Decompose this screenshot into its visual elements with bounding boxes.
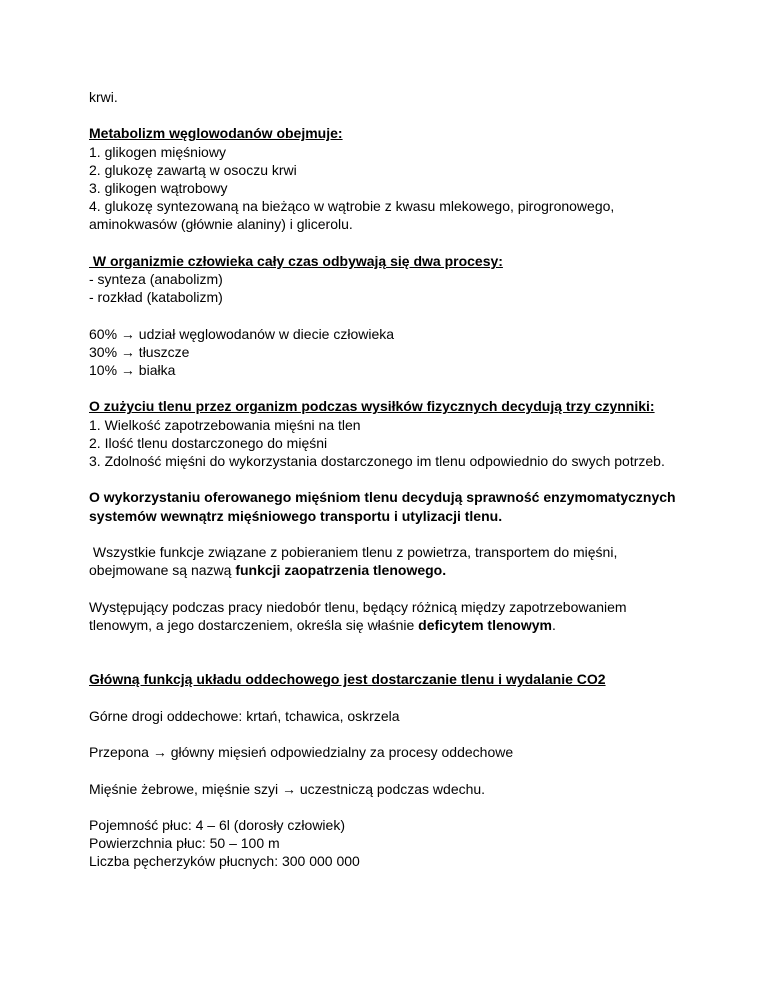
respiratory-heading: Główną funkcją układu oddechowego jest dostarczanie tlenu i wydalanie CO2 [89,671,606,688]
diaphragm: Przepona → główny mięsień odpowiedzialny za procesy oddechowe [89,744,514,761]
intro-text: krwi. [89,89,118,105]
spacer [89,689,709,707]
oxygen-use-item: 2. Ilość tlenu dostarczonego do mięśni [89,434,328,451]
spacer [89,725,709,743]
spacer [89,761,709,779]
oxygen-use-heading: O zużyciu tlenu przez organizm podczas wysiłków fizycznych decydują trzy czynniki: [89,398,655,415]
carbs-item: 4. glukozę syntezowaną na bieżąco w wątrobie z kwasu mlekowego, pirogronowego, [89,198,615,215]
supply-text: obejmowane są nazwą [89,562,236,579]
spacer [89,798,709,816]
supply-paragraph-line [89,561,709,579]
supply-paragraph-line: Wszystkie funkcje związane z pobieraniem tlenu z powietrza, transportem do mięśni, [89,543,618,560]
spacer [89,234,709,252]
carbs-item: 3. glikogen wątrobowy [89,180,228,196]
spacer [89,379,709,397]
carbs-heading: Metabolizm węglowodanów obejmuje: [89,125,343,142]
deficit-end: . [551,616,556,633]
bold-paragraph-line: systemów wewnątrz mięśniowego transportu i utylizacji tlenu. [89,507,503,524]
spacer [89,470,709,488]
spacer [89,106,709,124]
breathing-muscles: Mięśnie żebrowe, mięśnie szyi → uczestniczą podczas wdechu. [89,780,486,797]
deficit-paragraph-line: Występujący podczas pracy niedobór tlenu, będący różnicą między zapotrzebowaniem [89,598,627,615]
spacer [89,525,709,543]
lung-stat: Liczba pęcherzyków płucnych: 300 000 000 [89,853,360,870]
oxygen-use-item: 1. Wielkość zapotrzebowania mięśni na tlen [89,416,361,433]
bold-paragraph-line: O wykorzystaniu oferowanego mięśniom tlenu decydują sprawność enzymomatycznych [89,489,676,506]
spacer [89,306,709,324]
carbs-item: 2. glukozę zawartą w osoczu krwi [89,161,297,178]
carbs-item: 1. glikogen mięśniowy [89,143,226,160]
lung-stat: Pojemność płuc: 4 – 6l (dorosły człowiek) [89,816,345,833]
spacer [89,579,709,597]
deficit-text: tlenowym, a jego dostarczeniem, określa się właśnie [89,616,419,633]
diet-item: 10% → białka [89,362,176,378]
lung-stat: Powierzchnia płuc: 50 – 100 m [89,835,280,852]
processes-item: - synteza (anabolizm) [89,271,223,287]
spacer [89,652,709,670]
upper-airways: Górne drogi oddechowe: krtań, tchawica, oskrzela [89,707,400,724]
carbs-item: aminokwasów (głównie alaniny) i glicerolu. [89,216,353,233]
oxygen-use-item: 3. Zdolność mięśni do wykorzystania dostarczonego im tlenu odpowiednio do swych potrzeb. [89,453,665,469]
document-page [89,88,709,871]
diet-item: 30% → tłuszcze [89,343,190,360]
diet-item: 60% → udział węglowodanów w diecie człowieka [89,325,395,342]
processes-heading: W organizmie człowieka cały czas odbywają się dwa procesy: [89,252,503,269]
supply-term: funkcji zaopatrzenia tlenowego. [235,562,447,579]
processes-item: - rozkład (katabolizm) [89,289,223,306]
deficit-paragraph-line [89,616,709,634]
deficit-term: deficytem tlenowym [418,616,552,633]
spacer [89,634,709,652]
